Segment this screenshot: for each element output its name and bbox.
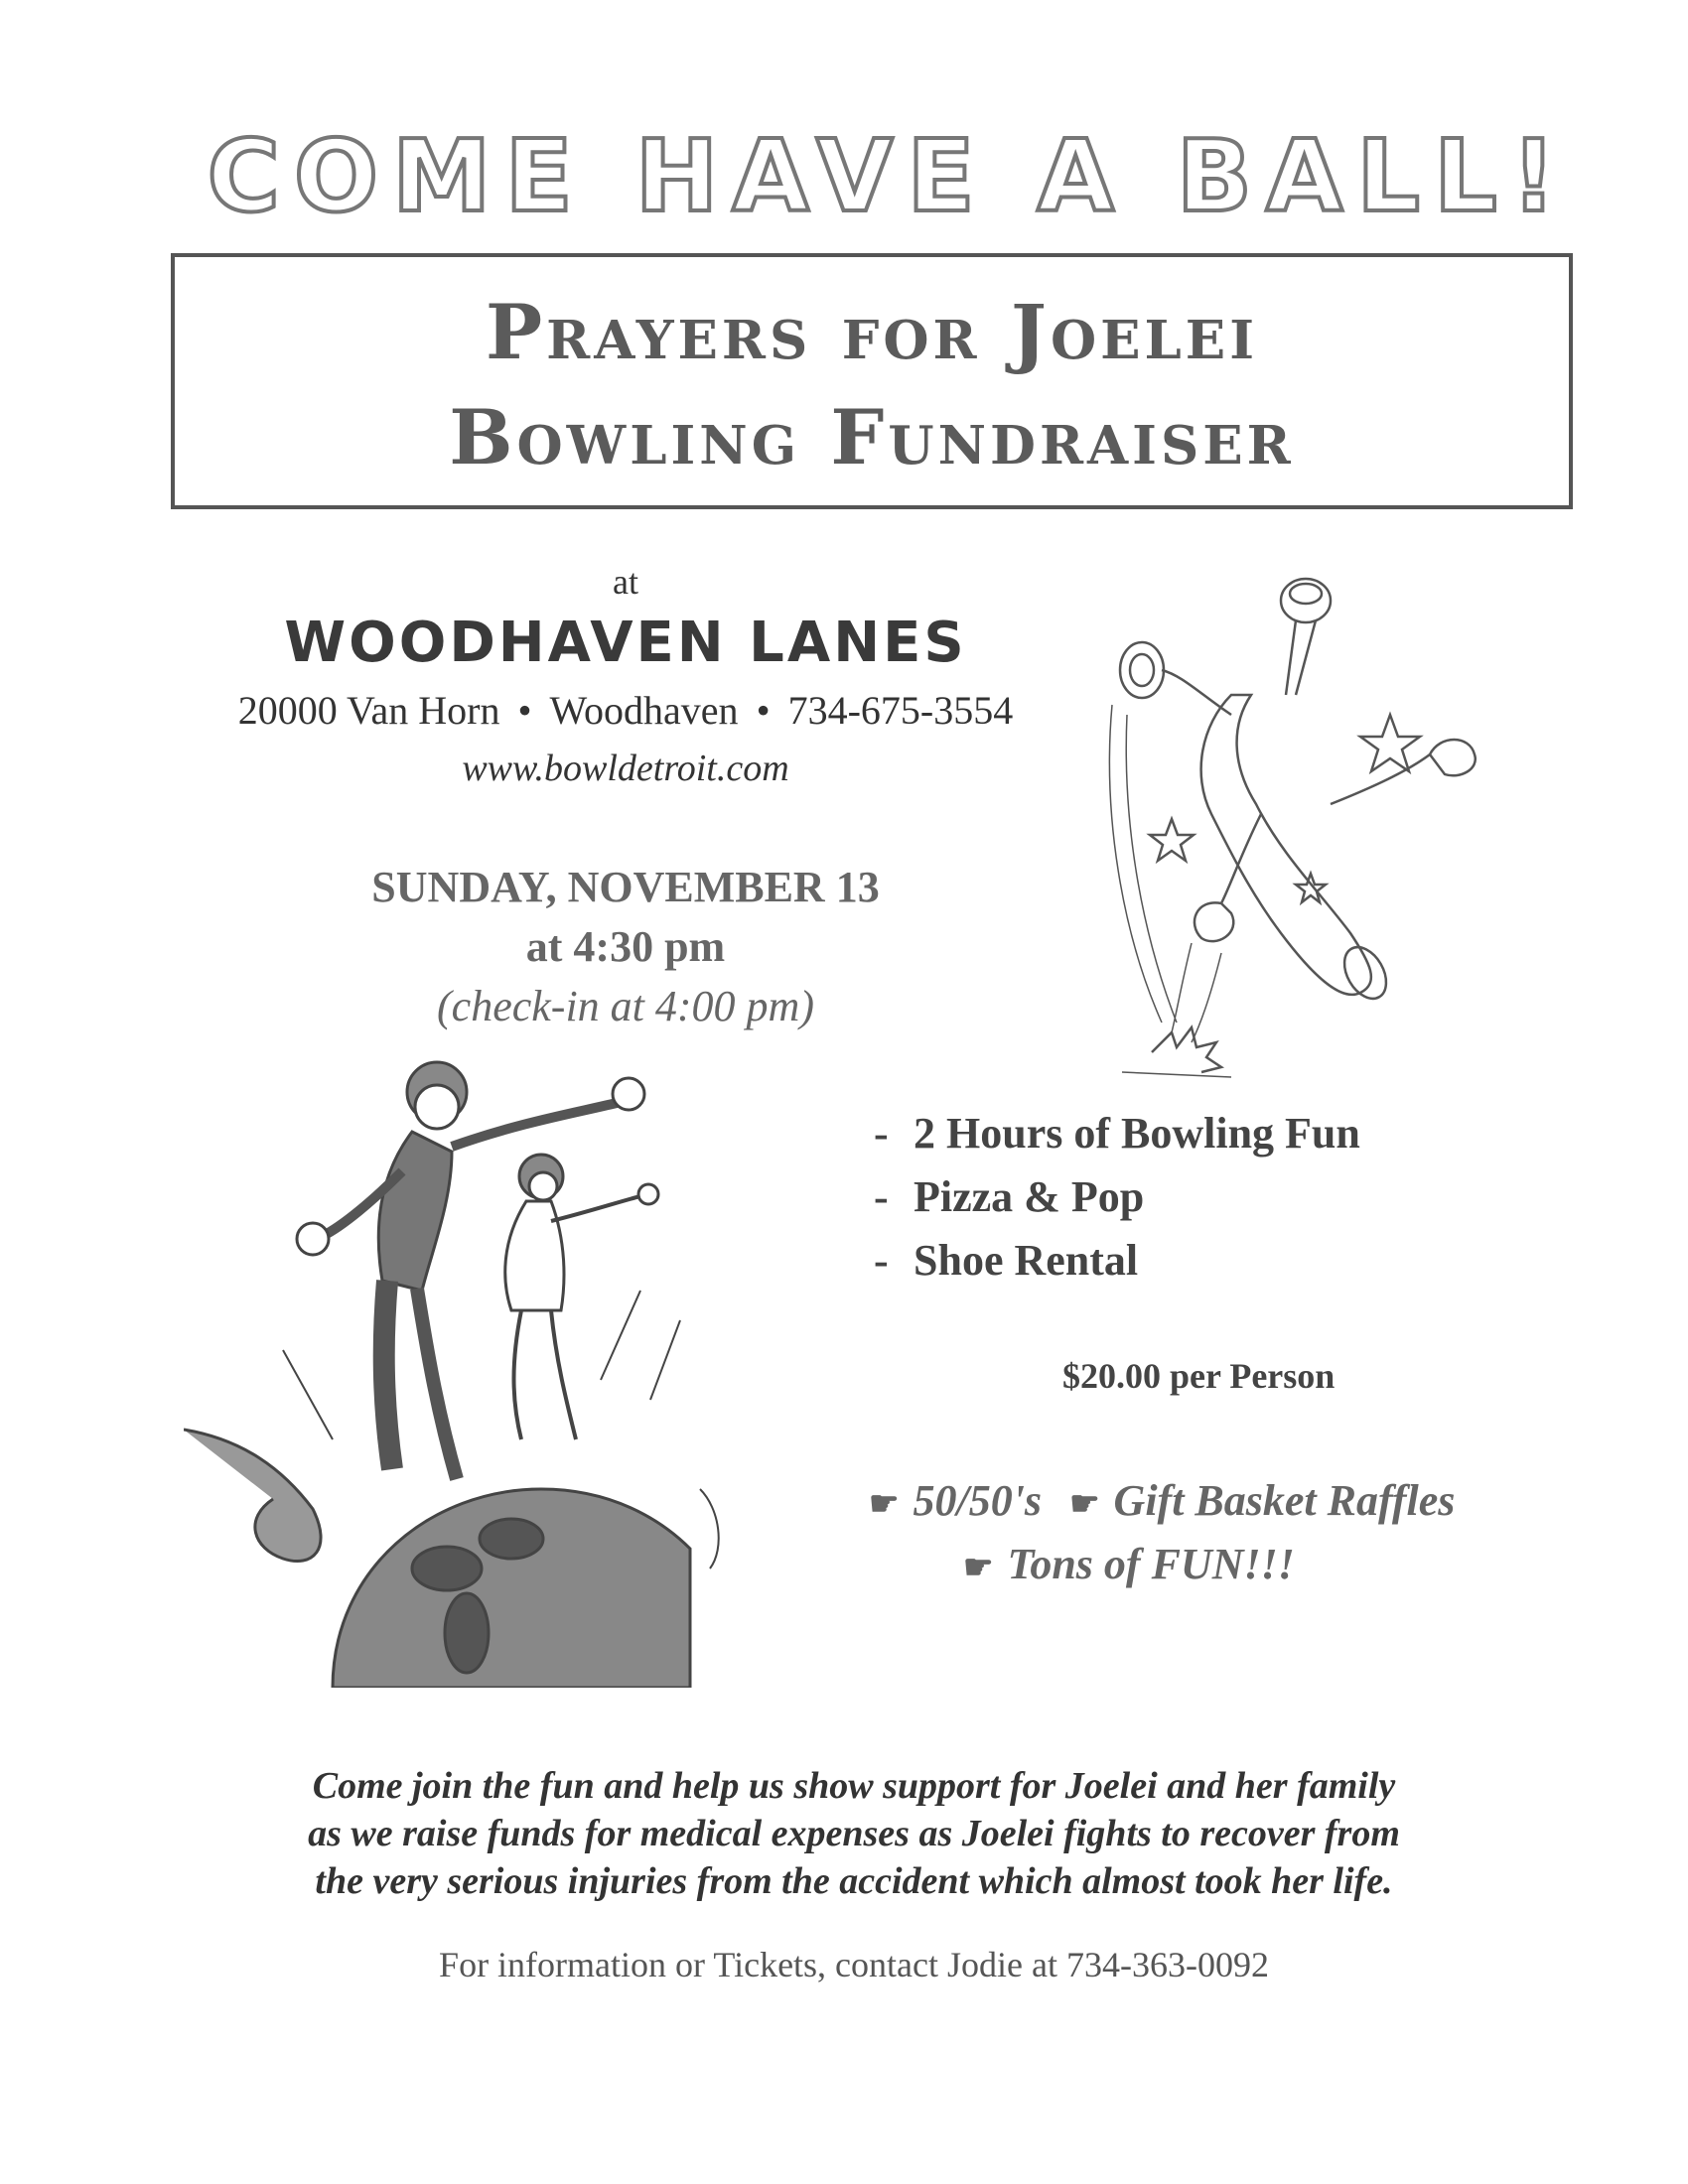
bullet-dash: - [874,1236,889,1285]
venue-name: WOODHAVEN LANES [284,611,967,675]
support-line-2: as we raise funds for medical expenses as Joelei fights to recover from [308,1813,1400,1854]
extra-fun: Tons of FUN!!! [1007,1540,1295,1588]
support-line-3: the very serious injuries from the accident which almost took her life. [315,1860,1393,1902]
pointing-hand-icon: ☛ [963,1550,994,1586]
extras-row-2 [869,1533,1584,1596]
event-checkin: (check-in at 4:00 pm) [437,982,814,1030]
extras-row-1 [869,1469,1584,1533]
event-date: SUNDAY, NOVEMBER 13 [371,863,880,911]
title-line-2: Bowling Fundraiser [449,393,1295,481]
venue-address [179,687,1072,734]
feature-label: Shoe Rental [914,1236,1139,1285]
venue-city: Woodhaven [549,688,739,733]
list-item [874,1229,1430,1293]
venue-phone: 734-675-3554 [787,688,1014,733]
headline-text: COME HAVE A BALL! [207,119,1571,234]
list-item [874,1102,1430,1165]
event-time: at 4:30 pm [525,922,726,971]
features-list [874,1102,1430,1293]
extras [869,1469,1584,1596]
list-item [874,1165,1430,1229]
title-line-1: Prayers for Joelei [486,288,1258,376]
separator-dot: • [756,688,771,733]
feature-label: 2 Hours of Bowling Fun [914,1109,1360,1158]
support-line-1: Come join the fun and help us show support for Joelei and her family [312,1765,1396,1807]
at-label: at [613,562,638,602]
feature-label: Pizza & Pop [914,1172,1145,1221]
contact-info: For information or Tickets, contact Jodie at 734-363-0092 [439,1945,1269,1984]
bowling-pin-cartoon-icon [1082,556,1499,1092]
bullet-dash: - [874,1109,889,1158]
support-paragraph [209,1762,1499,1905]
separator-dot: • [517,688,532,733]
bowlers-cartoon-icon [184,1052,740,1688]
headline [199,119,1579,238]
extra-gift-basket: Gift Basket Raffles [1113,1476,1456,1525]
bullet-dash: - [874,1172,889,1221]
pointing-hand-icon: ☛ [1069,1486,1100,1523]
price: $20.00 per Person [1062,1356,1336,1396]
venue-website[interactable]: www.bowldetroit.com [462,748,789,789]
pointing-hand-icon: ☛ [869,1486,900,1523]
title-box [171,253,1573,509]
extra-5050: 50/50's [913,1476,1043,1525]
venue-street: 20000 Van Horn [237,688,500,733]
